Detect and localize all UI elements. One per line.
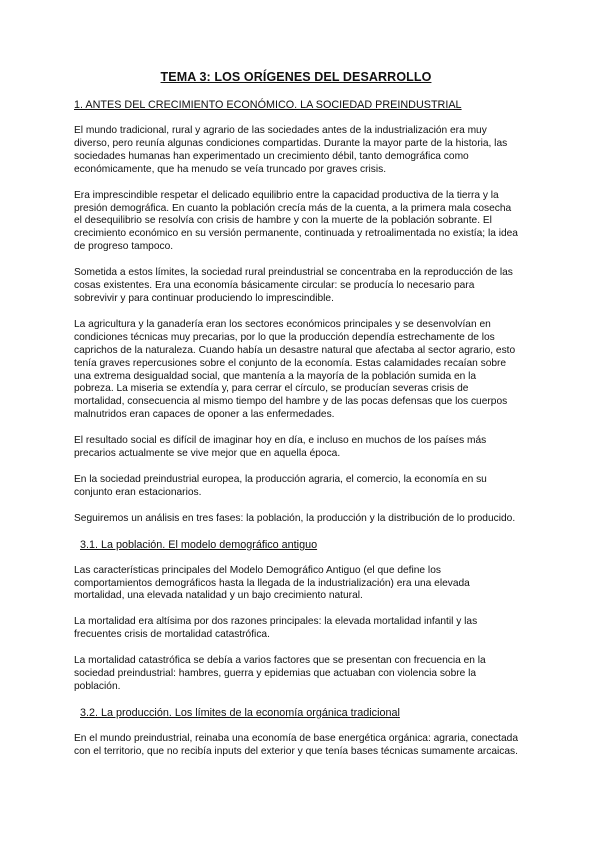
paragraph: El resultado social es difícil de imaginar hoy en día, e incluso en muchos de los países más precarios actualmente se vive mejor que en aquella época. (74, 435, 487, 460)
document-title: TEMA 3: LOS ORÍGENES DEL DESARROLLO (160, 70, 432, 84)
paragraph: La mortalidad era altísima por dos razones principales: la elevada mortalidad infantil y las frecuentes crisis de mortalidad catastrófica. (74, 616, 478, 641)
paragraph: Era imprescindible respetar el delicado equilibrio entre la capacidad productiva de la tierra y la presión demográfica. En cuanto la población crecía más de la cuenta, a la primera mala cosecha el desequilibrio se resolvía con crisis de hambre y con la muerte de la población sobrante. El crecimiento económico en su versión permanente, continuada y retroalimentada no existía; la idea de progreso tampoco. (74, 189, 518, 253)
paragraph: El mundo tradicional, rural y agrario de las sociedades antes de la industrialización era muy diverso, pero reunía algunas condiciones compartidas. Durante la mayor parte de la historia, las sociedades humanas han experimentado un crecimiento débil, tanto demográfica como económicamente, que ha menudo se veía truncado por graves crisis. (74, 125, 508, 175)
paragraph: La mortalidad catastrófica se debía a varios factores que se presentan con frecuencia en la sociedad preindustrial: hambres, guerra y epidemias que actuaban con violencia sobre la población. (74, 655, 486, 692)
section-3-2-heading: 3.2. La producción. Los límites de la economía orgánica tradicional (80, 706, 400, 719)
paragraph: La agricultura y la ganadería eran los sectores económicos principales y se desenvolvían en condiciones técnicas muy precarias, por lo que la producción dependía estrechamente de los caprichos de la naturaleza. Cuando había un desastre natural que afectaba al sector agrario, esto tenía graves repercusiones sobre el conjunto de la economía. Estas calamidades recaían sobre una extrema desigualdad social, que mantenía a la mayoría de la población sumida en la pobreza. La miseria se extendía y, para cerrar el círculo, se producían severas crisis de mortalidad, consecuencia al mismo tiempo del hambre y de las pocas defensas que los cuerpos malnutridos eran capaces de oponer a las enfermedades. (74, 318, 516, 421)
section-1-heading: 1. ANTES DEL CRECIMIENTO ECONÓMICO. LA SOCIEDAD PREINDUSTRIAL (74, 99, 462, 111)
section-3-1-heading: 3.1. La población. El modelo demográfico antiguo (80, 538, 318, 551)
paragraph: En la sociedad preindustrial europea, la producción agraria, el comercio, la economía en su conjunto eran estacionarios. (74, 473, 487, 498)
paragraph: En el mundo preindustrial, reinaba una economía de base energética orgánica: agraria, conectada con el territorio, que no recibía inputs del exterior y que tenía bases técnicas sumamente arcaicas. (74, 732, 519, 757)
paragraph: Las características principales del Modelo Demográfico Antiguo (el que define los comportamientos demográficos hasta la llegada de la industrialización) era una elevada mortalidad, una elevada natalidad y un bajo crecimiento natural. (74, 564, 470, 602)
paragraph: Sometida a estos límites, la sociedad rural preindustrial se concentraba en la reproducción de las cosas existentes. Era una economía básicamente circular: se producía lo necesario para sobrevivir y para continuar produciendo lo imprescindible. (74, 267, 513, 304)
paragraph: Seguiremos un análisis en tres fases: la población, la producción y la distribución de lo producido. (74, 512, 516, 524)
